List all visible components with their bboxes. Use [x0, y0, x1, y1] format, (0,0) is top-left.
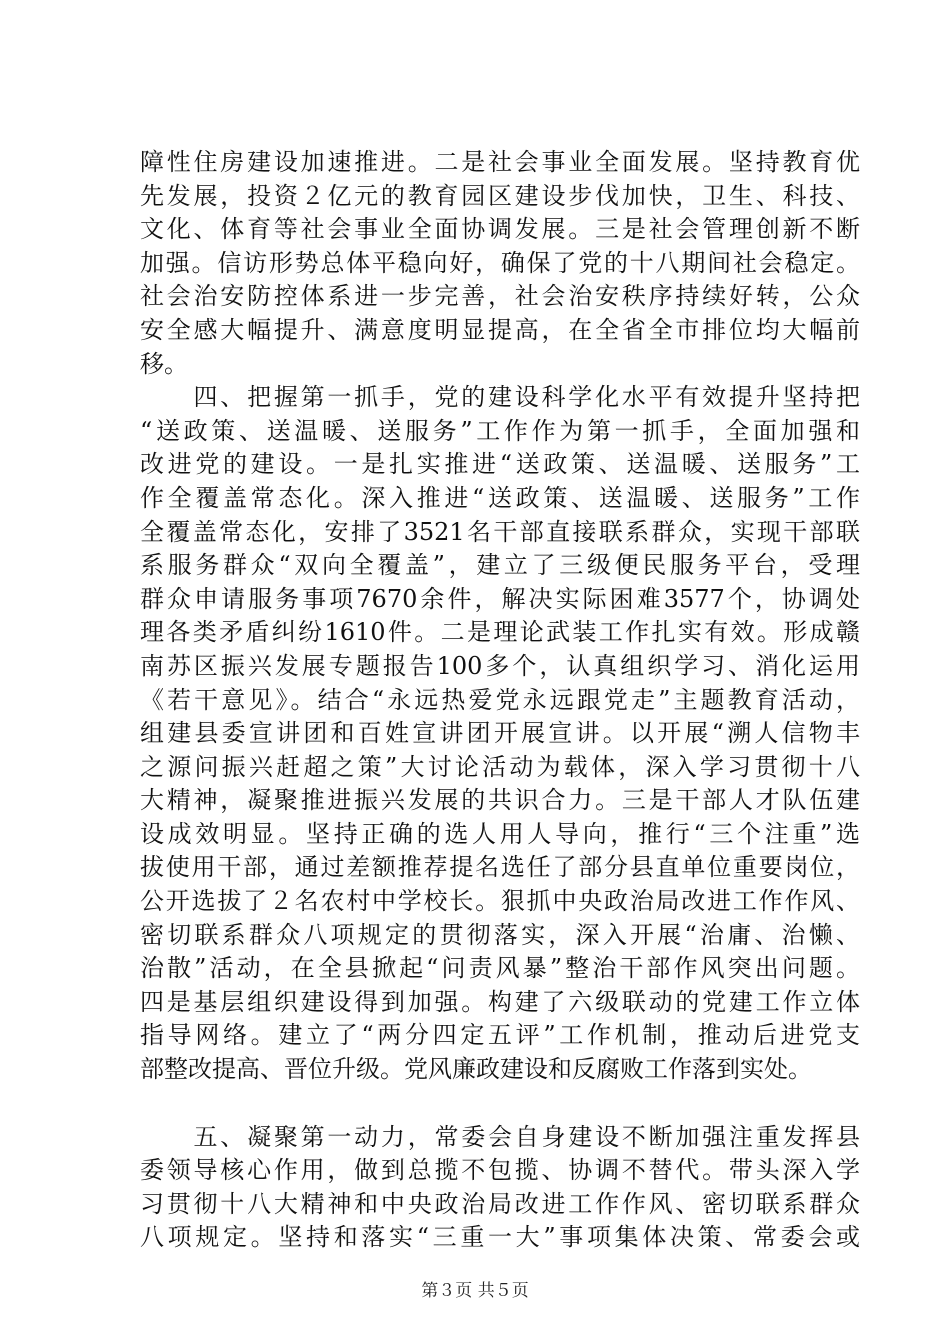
text-line: 作全覆盖常态化。深入推进“送政策、送温暖、送服务”工作: [140, 483, 860, 512]
text-line: 社会治安防控体系进一步完善，社会治安秩序持续好转，公众: [140, 282, 860, 311]
page-number-footer: 第３页 共５页: [421, 1281, 529, 1301]
text-line: 部整改提高、晋位升级。党风廉政建设和反腐败工作落到实处。: [140, 1055, 812, 1084]
text-line: 障性住房建设加速推进。二是社会事业全面发展。坚持教育优: [140, 148, 860, 176]
text-line: 公开选拔了２名农村中学校长。狠抓中央政治局改进工作作风、: [140, 887, 860, 916]
paragraph-gap: [140, 1087, 860, 1121]
text-line: 先发展，投资２亿元的教育园区建设步伐加快，卫生、科技、: [140, 181, 860, 210]
text-line: 拔使用干部，通过差额推荐提名选任了部分县直单位重要岗位，: [140, 853, 860, 882]
text-line: 四是基层组织建设得到加强。构建了六级联动的党建工作立体: [140, 987, 860, 1016]
text-line: 安全感大幅提升、满意度明显提高，在全省全市排位均大幅前: [140, 315, 860, 344]
text-line: 之源问振兴赶超之策”大讨论活动为载体，深入学习贯彻十八: [140, 752, 860, 781]
paragraph: [140, 381, 860, 1086]
paragraph: [140, 1121, 860, 1255]
text-line: 加强。信访形势总体平稳向好，确保了党的十八期间社会稳定。: [140, 248, 860, 277]
text-line: 改进党的建设。一是扎实推进“送政策、送温暖、送服务”工: [140, 450, 860, 479]
text-line: 大精神，凝聚推进振兴发展的共识合力。三是干部人才队伍建: [140, 786, 860, 815]
text-line: 设成效明显。坚持正确的选人用人导向，推行“三个注重”选: [140, 819, 860, 848]
text-line: 习贯彻十八大精神和中央政治局改进工作作风、密切联系群众: [140, 1189, 860, 1218]
text-line: 四、把握第一抓手，党的建设科学化水平有效提升坚持把: [140, 383, 860, 412]
text-line: 系服务群众“双向全覆盖”，建立了三级便民服务平台，受理: [140, 551, 860, 580]
paragraph: [140, 146, 860, 381]
text-line: 文化、体育等社会事业全面协调发展。三是社会管理创新不断: [140, 215, 860, 244]
text-line: 治散”活动，在全县掀起“问责风暴”整治干部作风突出问题。: [140, 954, 860, 983]
text-line: 《若干意见》。结合“永远热爱党永远跟党走”主题教育活动，: [140, 685, 860, 714]
text-line: “送政策、送温暖、送服务”工作作为第一抓手，全面加强和: [140, 416, 860, 445]
text-line: 委领导核心作用，做到总揽不包揽、协调不替代。带头深入学: [140, 1156, 860, 1185]
text-line: 组建县委宣讲团和百姓宣讲团开展宣讲。以开展“溯人信物丰: [140, 719, 860, 748]
document-body: [140, 146, 860, 1255]
text-line: 南苏区振兴发展专题报告100多个，认真组织学习、消化运用: [140, 651, 860, 680]
text-line: 指导网络。建立了“两分四定五评”工作机制，推动后进党支: [140, 1021, 860, 1050]
text-line: 移。: [140, 349, 188, 378]
text-line: 群众申请服务事项7670余件，解决实际困难3577个，协调处: [140, 584, 860, 613]
text-line: 理各类矛盾纠纷1610件。二是理论武装工作扎实有效。形成赣: [140, 618, 860, 647]
text-line: 密切联系群众八项规定的贯彻落实，深入开展“治庸、治懒、: [140, 920, 860, 949]
text-line: 五、凝聚第一动力，常委会自身建设不断加强注重发挥县: [140, 1122, 860, 1151]
text-line: 八项规定。坚持和落实“三重一大”事项集体决策、常委会或: [140, 1223, 860, 1252]
text-line: 全覆盖常态化，安排了3521名干部直接联系群众，实现干部联: [140, 517, 860, 546]
